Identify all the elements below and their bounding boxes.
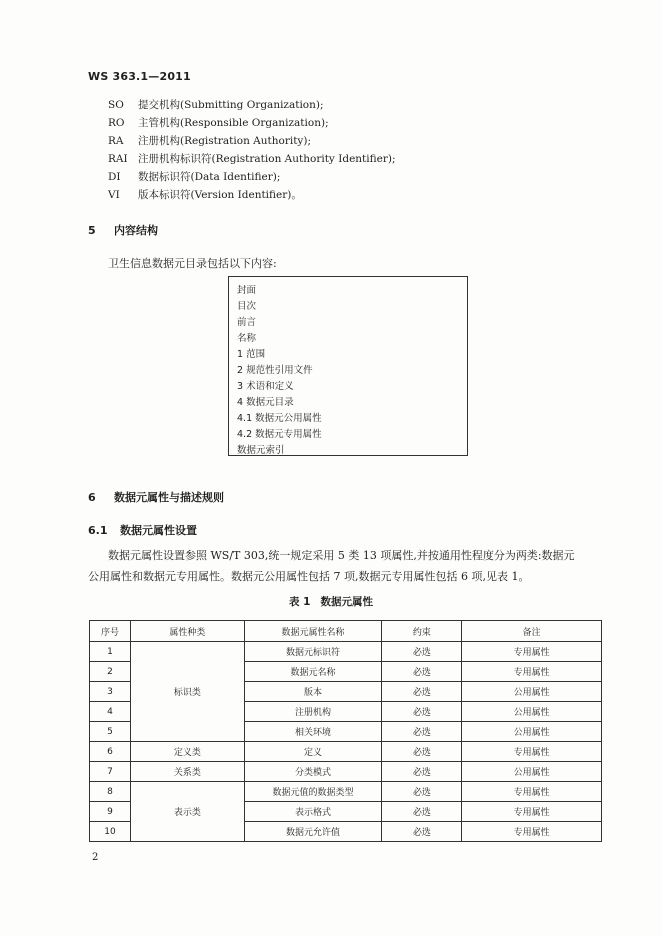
page-number: 2 [92, 852, 99, 863]
attribute-category-cell: 标识类 [130, 642, 244, 742]
constraint-cell: 必选 [382, 822, 462, 842]
row-number-cell: 1 [90, 642, 131, 662]
row-number-cell: 4 [90, 702, 131, 722]
row-number-cell: 6 [90, 742, 131, 762]
section-title: 内容结构 [114, 224, 158, 237]
header-cell: 约束 [382, 621, 462, 642]
table-caption-number: 表 1 [289, 596, 311, 608]
constraint-cell: 必选 [382, 722, 462, 742]
row-number-cell: 8 [90, 782, 131, 802]
note-cell: 公用属性 [462, 682, 602, 702]
table-caption-title: 数据元属性 [320, 596, 373, 608]
contents-item: 4 数据元目录 [237, 397, 294, 408]
section-title: 数据元属性与描述规则 [114, 491, 224, 504]
abbreviation-code: RAI [108, 153, 128, 165]
contents-structure-box [228, 276, 468, 456]
attribute-name-cell: 分类模式 [244, 762, 382, 782]
abbreviation-list [108, 96, 396, 204]
abbreviation-text: 主管机构(Responsible Organization); [138, 117, 329, 129]
constraint-cell: 必选 [382, 762, 462, 782]
abbreviation-code: SO [108, 99, 124, 111]
constraint-cell: 必选 [382, 662, 462, 682]
constraint-cell: 必选 [382, 802, 462, 822]
note-cell: 公用属性 [462, 702, 602, 722]
contents-item: 1 范围 [237, 349, 266, 360]
table-body [90, 642, 602, 842]
row-number-cell: 7 [90, 762, 131, 782]
note-cell: 公用属性 [462, 722, 602, 742]
attribute-name-cell: 数据元允许值 [244, 822, 382, 842]
note-cell: 专用属性 [462, 822, 602, 842]
section-title: 数据元属性设置 [120, 524, 197, 537]
abbreviation-item [108, 186, 396, 204]
abbreviation-item [108, 96, 396, 114]
attribute-category-cell: 定义类 [130, 742, 244, 762]
table-header-row [90, 621, 602, 642]
abbreviation-text: 数据标识符(Data Identifier); [138, 171, 281, 183]
note-cell: 专用属性 [462, 642, 602, 662]
contents-item: 前言 [237, 317, 257, 328]
note-cell: 专用属性 [462, 782, 602, 802]
attribute-name-cell: 表示格式 [244, 802, 382, 822]
constraint-cell: 必选 [382, 682, 462, 702]
contents-item: 名称 [237, 333, 257, 344]
abbreviation-text: 版本标识符(Version Identifier)。 [138, 189, 302, 201]
abbreviation-code: DI [108, 171, 121, 183]
constraint-cell: 必选 [382, 742, 462, 762]
constraint-cell: 必选 [382, 642, 462, 662]
table-row [90, 782, 602, 802]
row-number-cell: 10 [90, 822, 131, 842]
header-cell: 备注 [462, 621, 602, 642]
attribute-category-cell: 表示类 [130, 782, 244, 842]
abbreviation-item [108, 132, 396, 150]
attribute-category-cell: 关系类 [130, 762, 244, 782]
section-number: 6 [88, 491, 96, 504]
note-cell: 专用属性 [462, 742, 602, 762]
section-6-1-paragraph-line-1: 数据元属性设置参照 WS/T 303,统一规定采用 5 类 13 项属性,并按通用性程度分为两类:数据元 [108, 549, 575, 562]
contents-item: 数据元索引 [237, 445, 285, 456]
contents-item: 3 术语和定义 [237, 381, 294, 392]
abbreviation-text: 注册机构标识符(Registration Authority Identifier); [138, 153, 396, 165]
section-6-1-heading [88, 522, 197, 538]
attribute-name-cell: 版本 [244, 682, 382, 702]
table-row [90, 642, 602, 662]
note-cell: 公用属性 [462, 762, 602, 782]
section-6-heading [88, 489, 224, 505]
section-number: 5 [88, 224, 96, 237]
row-number-cell: 5 [90, 722, 131, 742]
contents-item: 2 规范性引用文件 [237, 365, 313, 376]
table-caption [0, 594, 662, 609]
data-element-attribute-table [89, 620, 602, 842]
table-row [90, 742, 602, 762]
header-cell: 序号 [90, 621, 131, 642]
abbreviation-text: 注册机构(Registration Authority); [138, 135, 311, 147]
contents-item: 目次 [237, 301, 257, 312]
abbreviation-text: 提交机构(Submitting Organization); [138, 99, 324, 111]
row-number-cell: 9 [90, 802, 131, 822]
attribute-name-cell: 注册机构 [244, 702, 382, 722]
abbreviation-item [108, 114, 396, 132]
constraint-cell: 必选 [382, 782, 462, 802]
section-5-heading [88, 222, 158, 238]
attribute-name-cell: 定义 [244, 742, 382, 762]
header-cell: 属性种类 [130, 621, 244, 642]
contents-item: 封面 [237, 285, 257, 296]
attribute-name-cell: 相关环境 [244, 722, 382, 742]
constraint-cell: 必选 [382, 702, 462, 722]
abbreviation-code: RA [108, 135, 124, 147]
note-cell: 专用属性 [462, 662, 602, 682]
header-cell: 数据元属性名称 [244, 621, 382, 642]
abbreviation-item [108, 168, 396, 186]
abbreviation-item [108, 150, 396, 168]
row-number-cell: 3 [90, 682, 131, 702]
abbreviation-code: VI [108, 189, 120, 201]
section-5-intro: 卫生信息数据元目录包括以下内容: [108, 257, 277, 270]
row-number-cell: 2 [90, 662, 131, 682]
attribute-name-cell: 数据元值的数据类型 [244, 782, 382, 802]
contents-item: 4.2 数据元专用属性 [237, 429, 322, 440]
abbreviation-code: RO [108, 117, 125, 129]
section-number: 6.1 [88, 524, 108, 537]
note-cell: 专用属性 [462, 802, 602, 822]
attribute-name-cell: 数据元名称 [244, 662, 382, 682]
standard-code-header: WS 363.1—2011 [88, 70, 191, 83]
contents-item: 4.1 数据元公用属性 [237, 413, 322, 424]
table-row [90, 762, 602, 782]
section-6-1-paragraph-line-2: 公用属性和数据元专用属性。数据元公用属性包括 7 项,数据元专用属性包括 6 项,见表 1。 [88, 570, 530, 583]
attribute-name-cell: 数据元标识符 [244, 642, 382, 662]
